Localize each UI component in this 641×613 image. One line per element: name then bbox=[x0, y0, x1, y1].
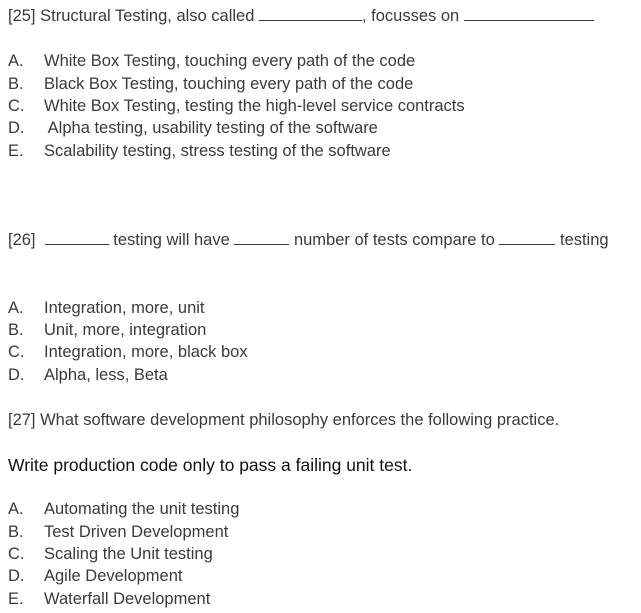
q25-question bbox=[8, 6, 594, 26]
q27-option-b: B. Test Driven Development bbox=[8, 523, 229, 541]
q25-option-d: D. Alpha testing, usability testing of the software bbox=[8, 119, 378, 137]
q25-blank-2 bbox=[464, 6, 594, 21]
q26-part1: testing will have bbox=[108, 231, 235, 249]
q26-option-c: C. Integration, more, black box bbox=[8, 343, 248, 361]
q25-option-b: B. Black Box Testing, touching every path of the code bbox=[8, 75, 414, 93]
q27-option-a: A. Automating the unit testing bbox=[8, 500, 240, 518]
q27-statement: Write production code only to pass a failing unit test. bbox=[8, 455, 413, 475]
q26-blank-1 bbox=[45, 230, 109, 245]
q27-option-c: C. Scaling the Unit testing bbox=[8, 545, 213, 563]
q25-middle: , focusses on bbox=[362, 7, 464, 25]
q26-blank-2 bbox=[234, 230, 289, 245]
q25-blank-1 bbox=[259, 6, 362, 21]
q27-question: [27] What software development philosophy enforces the following practice. bbox=[8, 411, 560, 429]
q25-prefix: [25] Structural Testing, also called bbox=[8, 7, 259, 25]
q26-part3: testing bbox=[555, 231, 609, 249]
q25-option-a: A. White Box Testing, touching every path of the code bbox=[8, 52, 416, 70]
q26-option-d: D. Alpha, less, Beta bbox=[8, 366, 168, 384]
q26-question bbox=[8, 230, 609, 250]
q27-option-e: E. Waterfall Development bbox=[8, 590, 211, 608]
q26-option-b: B. Unit, more, integration bbox=[8, 321, 207, 339]
q25-option-c: C. White Box Testing, testing the high-level service contracts bbox=[8, 97, 465, 115]
q26-part2: number of tests compare to bbox=[289, 231, 500, 249]
q26-number: [26] bbox=[8, 231, 45, 249]
q25-option-e: E. Scalability testing, stress testing of the software bbox=[8, 142, 391, 160]
q26-blank-3 bbox=[499, 230, 555, 245]
q26-option-a: A. Integration, more, unit bbox=[8, 299, 205, 317]
q27-option-d: D. Agile Development bbox=[8, 567, 183, 585]
